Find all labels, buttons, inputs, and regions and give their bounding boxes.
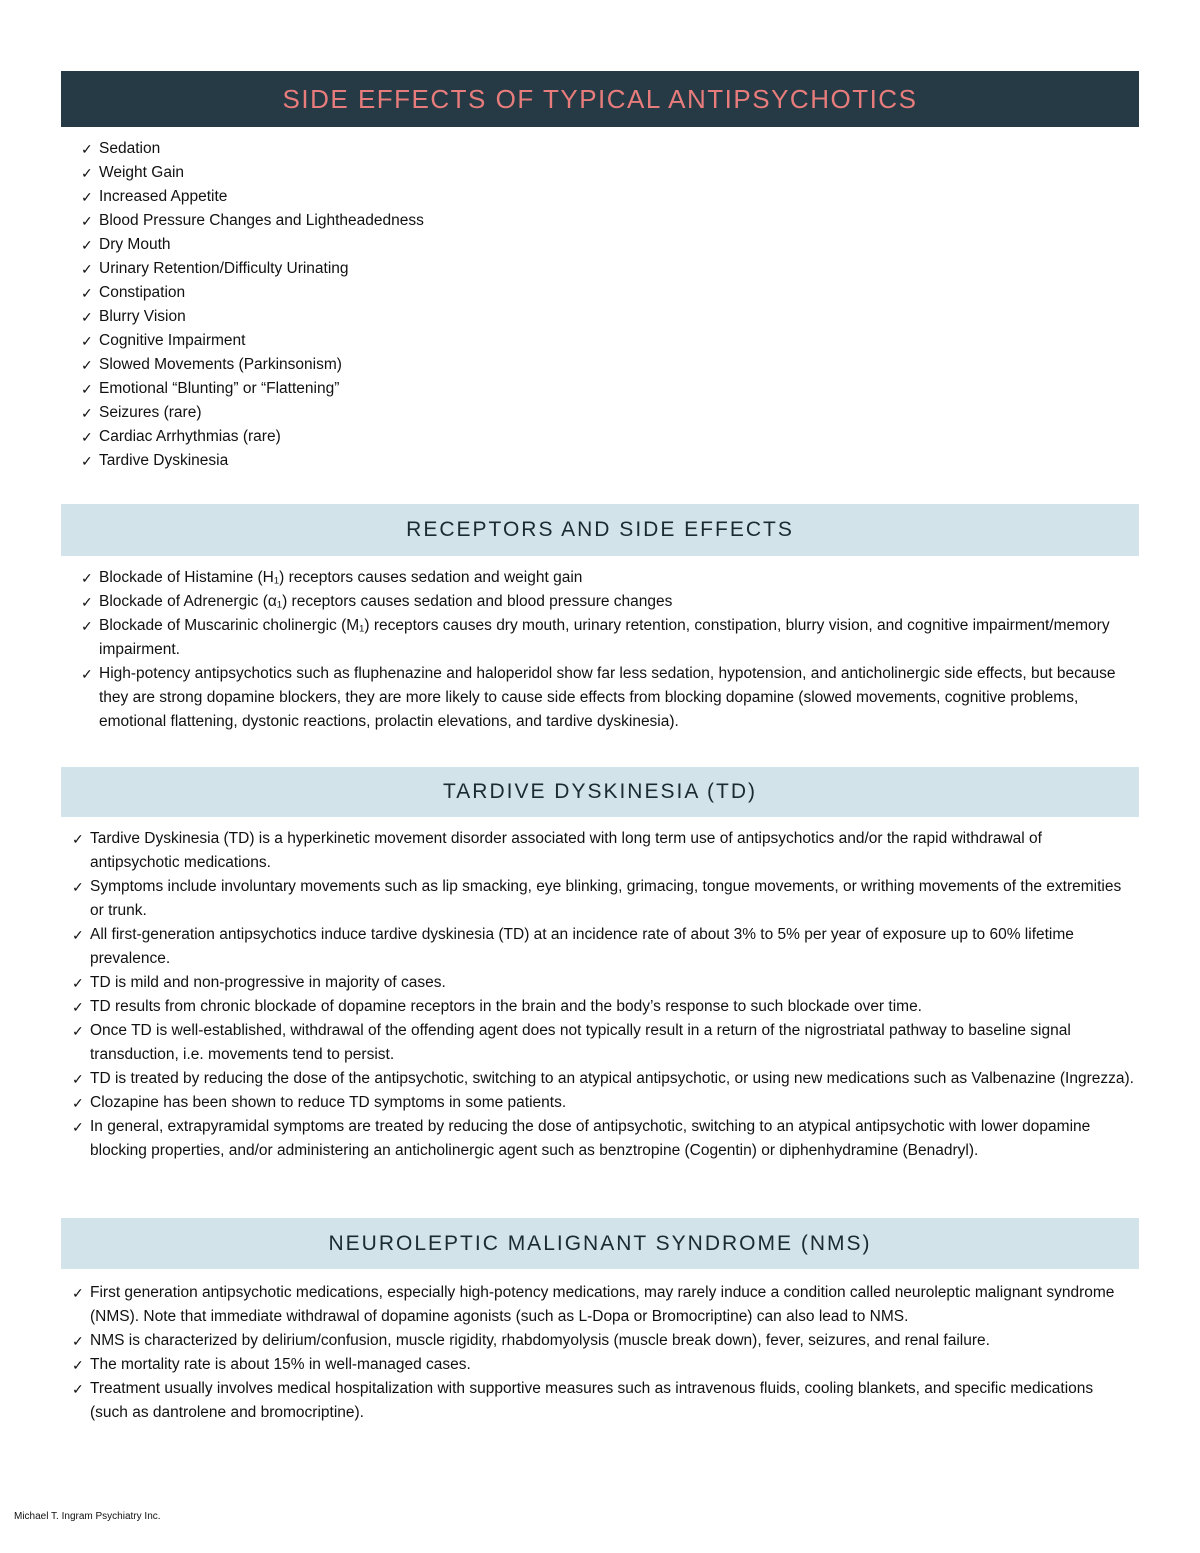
check-icon: ✓ [72, 1023, 84, 1039]
list-item: ✓ TD results from chronic blockade of dopamine receptors in the brain and the body’s response to such blockade over time. [70, 995, 1134, 1019]
list-item: ✓ Cognitive Impairment [79, 329, 1139, 353]
list-item: ✓ Seizures (rare) [79, 401, 1139, 425]
list-item: ✓ Dry Mouth [79, 233, 1139, 257]
list-item: ✓ Symptoms include involuntary movements such as lip smacking, eye blinking, grimacing, tongue movements, or writhing movements of the extremities or trunk. [70, 875, 1134, 923]
list-item: ✓ Slowed Movements (Parkinsonism) [79, 353, 1139, 377]
list-item: ✓ TD is treated by reducing the dose of the antipsychotic, switching to an atypical antipsychotic, or using new medications such as Valbenazine (Ingrezza). [70, 1067, 1134, 1091]
check-icon: ✓ [81, 570, 93, 586]
check-icon: ✓ [81, 261, 93, 277]
check-icon: ✓ [81, 453, 93, 469]
list-item: ✓ All first-generation antipsychotics induce tardive dyskinesia (TD) at an incidence rate of about 3% to 5% per year of exposure up to 60% lifetime prevalence. [70, 923, 1134, 971]
list-item: ✓ High-potency antipsychotics such as fluphenazine and haloperidol show far less sedation, hypotension, and anticholinergic side effects, but because they are strong dopamine blockers, they are more likely to cause side effects from blocking dopamine (slowed movements, cognitive problems, emotional flattening, dystonic reactions, prolactin elevations, and tardive dyskinesia). [79, 662, 1131, 734]
check-icon: ✓ [81, 141, 93, 157]
list-item: ✓ Sedation [79, 137, 1139, 161]
check-icon: ✓ [81, 309, 93, 325]
check-icon: ✓ [81, 381, 93, 397]
list-item: ✓ First generation antipsychotic medications, especially high-potency medications, may rarely induce a condition called neuroleptic malignant syndrome (NMS). Note that immediate withdrawal of dopamine agonists (such as L-Dopa or Bromocriptine) can also lead to NMS. [70, 1281, 1134, 1329]
check-icon: ✓ [81, 165, 93, 181]
section-title: SIDE EFFECTS OF TYPICAL ANTIPSYCHOTICS [282, 83, 918, 114]
list-item: ✓ In general, extrapyramidal symptoms are treated by reducing the dose of antipsychotic, switching to an atypical antipsychotic with lower dopamine blocking properties, and/or administering an anticholinergic agent such as benztropine (Cogentin) or diphenhydramine (Benadryl). [70, 1115, 1134, 1163]
nms-list [70, 1281, 1134, 1425]
list-item: ✓ Increased Appetite [79, 185, 1139, 209]
check-icon: ✓ [72, 1333, 84, 1349]
list-item: ✓ Weight Gain [79, 161, 1139, 185]
tardive-dyskinesia-list [70, 827, 1134, 1163]
check-icon: ✓ [81, 405, 93, 421]
list-item: ✓ NMS is characterized by delirium/confusion, muscle rigidity, rhabdomyolysis (muscle break down), fever, seizures, and renal failure. [70, 1329, 1134, 1353]
section-title: TARDIVE DYSKINESIA (TD) [443, 780, 757, 803]
check-icon: ✓ [81, 213, 93, 229]
check-icon: ✓ [81, 357, 93, 373]
check-icon: ✓ [72, 879, 84, 895]
check-icon: ✓ [81, 594, 93, 610]
check-icon: ✓ [81, 189, 93, 205]
list-item: ✓ Blurry Vision [79, 305, 1139, 329]
check-icon: ✓ [72, 1071, 84, 1087]
check-icon: ✓ [72, 999, 84, 1015]
receptors-list [79, 566, 1131, 734]
check-icon: ✓ [81, 333, 93, 349]
list-item: ✓ Blockade of Histamine (H₁) receptors causes sedation and weight gain [79, 566, 1131, 590]
list-item: ✓ The mortality rate is about 15% in well-managed cases. [70, 1353, 1134, 1377]
check-icon: ✓ [81, 237, 93, 253]
check-icon: ✓ [72, 1119, 84, 1135]
list-item: ✓ TD is mild and non-progressive in majority of cases. [70, 971, 1134, 995]
section-title: NEUROLEPTIC MALIGNANT SYNDROME (NMS) [328, 1231, 872, 1255]
list-item: ✓ Blood Pressure Changes and Lightheadedness [79, 209, 1139, 233]
side-effects-list [79, 137, 1139, 473]
list-item: ✓ Tardive Dyskinesia (TD) is a hyperkinetic movement disorder associated with long term use of antipsychotics and/or the rapid withdrawal of antipsychotic medications. [70, 827, 1134, 875]
list-item: ✓ Clozapine has been shown to reduce TD symptoms in some patients. [70, 1091, 1134, 1115]
list-item: ✓ Cardiac Arrhythmias (rare) [79, 425, 1139, 449]
check-icon: ✓ [81, 285, 93, 301]
list-item: ✓ Urinary Retention/Difficulty Urinating [79, 257, 1139, 281]
check-icon: ✓ [81, 618, 93, 634]
check-icon: ✓ [72, 975, 84, 991]
section-banner-side-effects [61, 71, 1139, 127]
list-item: ✓ Tardive Dyskinesia [79, 449, 1139, 473]
check-icon: ✓ [72, 1381, 84, 1397]
check-icon: ✓ [72, 1357, 84, 1373]
check-icon: ✓ [81, 666, 93, 682]
list-item: ✓ Once TD is well-established, withdrawal of the offending agent does not typically result in a return of the nigrostriatal pathway to baseline signal transduction, i.e. movements tend to persist. [70, 1019, 1134, 1067]
section-banner-receptors [61, 504, 1139, 556]
check-icon: ✓ [81, 429, 93, 445]
check-icon: ✓ [72, 831, 84, 847]
section-title: RECEPTORS AND SIDE EFFECTS [406, 518, 794, 541]
check-icon: ✓ [72, 927, 84, 943]
list-item: ✓ Constipation [79, 281, 1139, 305]
check-icon: ✓ [72, 1095, 84, 1111]
list-item: ✓ Blockade of Muscarinic cholinergic (M₁) receptors causes dry mouth, urinary retention, constipation, blurry vision, and cognitive impairment/memory impairment. [79, 614, 1131, 662]
list-item: ✓ Emotional “Blunting” or “Flattening” [79, 377, 1139, 401]
section-banner-nms [61, 1218, 1139, 1269]
footer-credit: Michael T. Ingram Psychiatry Inc. [14, 1511, 161, 1522]
list-item: ✓ Blockade of Adrenergic (α₁) receptors causes sedation and blood pressure changes [79, 590, 1131, 614]
list-item: ✓ Treatment usually involves medical hospitalization with supportive measures such as intravenous fluids, cooling blankets, and specific medications (such as dantrolene and bromocriptine). [70, 1377, 1134, 1425]
check-icon: ✓ [72, 1285, 84, 1301]
section-banner-tardive-dyskinesia [61, 767, 1139, 817]
